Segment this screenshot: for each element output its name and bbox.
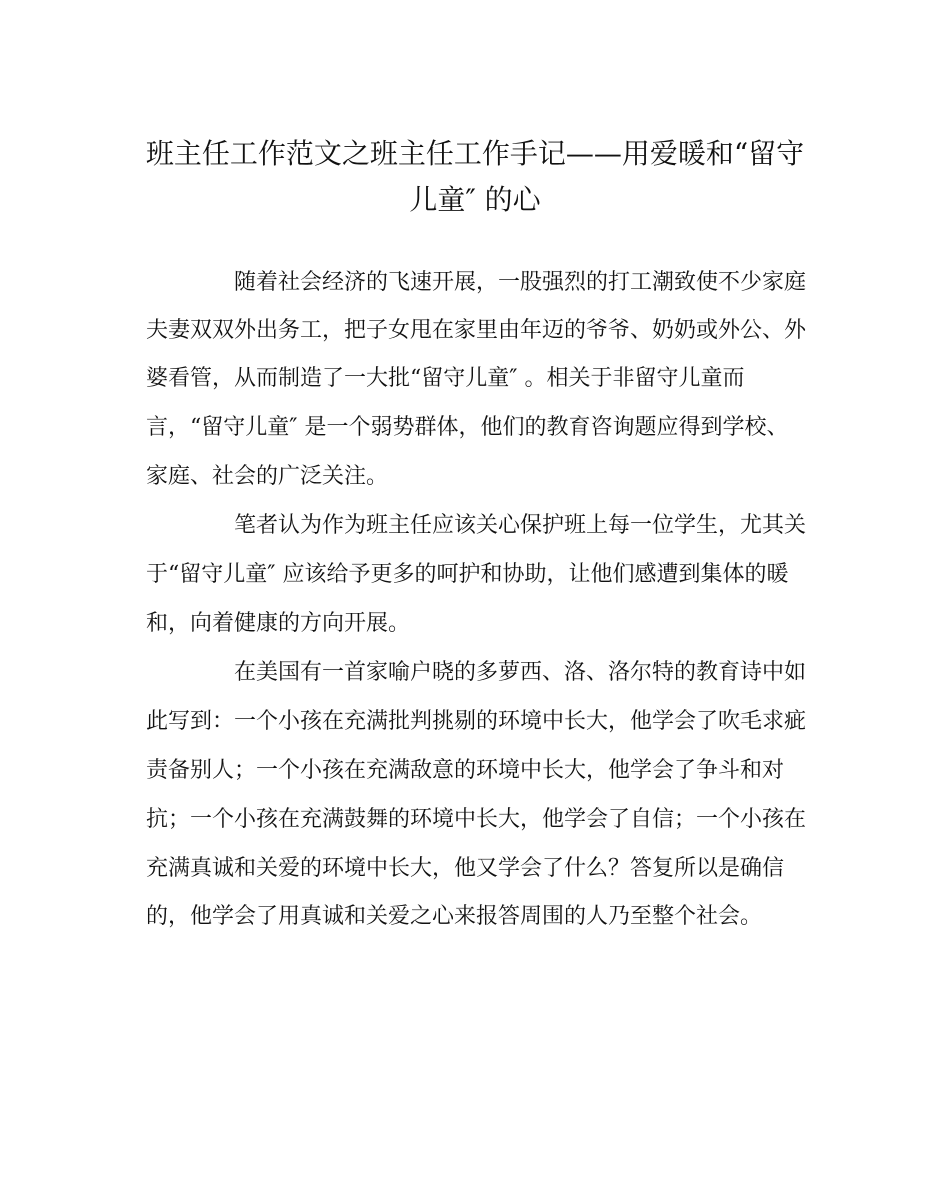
paragraph-2-line-1: 笔者认为作为班主任应该关心保护班上每一位学生，尤其关 [234, 513, 807, 538]
paragraph-3-line-1: 在美国有一首家喻户晓的多萝西、洛、洛尔特的教育诗中如 [234, 660, 807, 685]
paragraph-1-line-5: 家庭、社会的广泛关注。 [146, 464, 389, 489]
paragraph-3-line-6: 的，他学会了用真诚和关爱之心来报答周围的人乃至整个社会。 [146, 904, 763, 929]
paragraph-3-line-4: 抗；一个小孩在充满鼓舞的环境中长大，他学会了自信；一个小孩在 [146, 807, 807, 832]
document-title-line-1: 班主任工作范文之班主任工作手记——用爱暖和“留守 [145, 137, 805, 170]
paragraph-1-line-4: 言，“留守儿童″ 是一个弱势群体，他们的教育咨询题应得到学校、 [146, 415, 789, 440]
document-title-line-2: 儿童″ 的心 [409, 183, 541, 216]
paragraph-1-line-3: 婆看管，从而制造了一大批“留守儿童″ 。相关于非留守儿童而 [146, 366, 745, 391]
paragraph-2-line-2: 于“留守儿童″ 应该给予更多的呵护和协助，让他们感遭到集体的暖 [146, 562, 789, 587]
paragraph-3-line-2: 此写到：一个小孩在充满批判挑剔的环境中长大，他学会了吹毛求疵 [146, 709, 807, 734]
paragraph-1-line-2: 夫妻双双外出务工，把子女甩在家里由年迈的爷爷、奶奶或外公、外 [146, 318, 807, 343]
paragraph-3-line-5: 充满真诚和关爱的环境中长大，他又学会了什么？答复所以是确信 [146, 856, 785, 881]
paragraph-1-line-1: 随着社会经济的飞速开展，一股强烈的打工潮致使不少家庭 [234, 270, 807, 295]
paragraph-2-line-3: 和，向着健康的方向开展。 [146, 611, 411, 636]
paragraph-3-line-3: 责备别人；一个小孩在充满敌意的环境中长大，他学会了争斗和对 [146, 758, 785, 783]
